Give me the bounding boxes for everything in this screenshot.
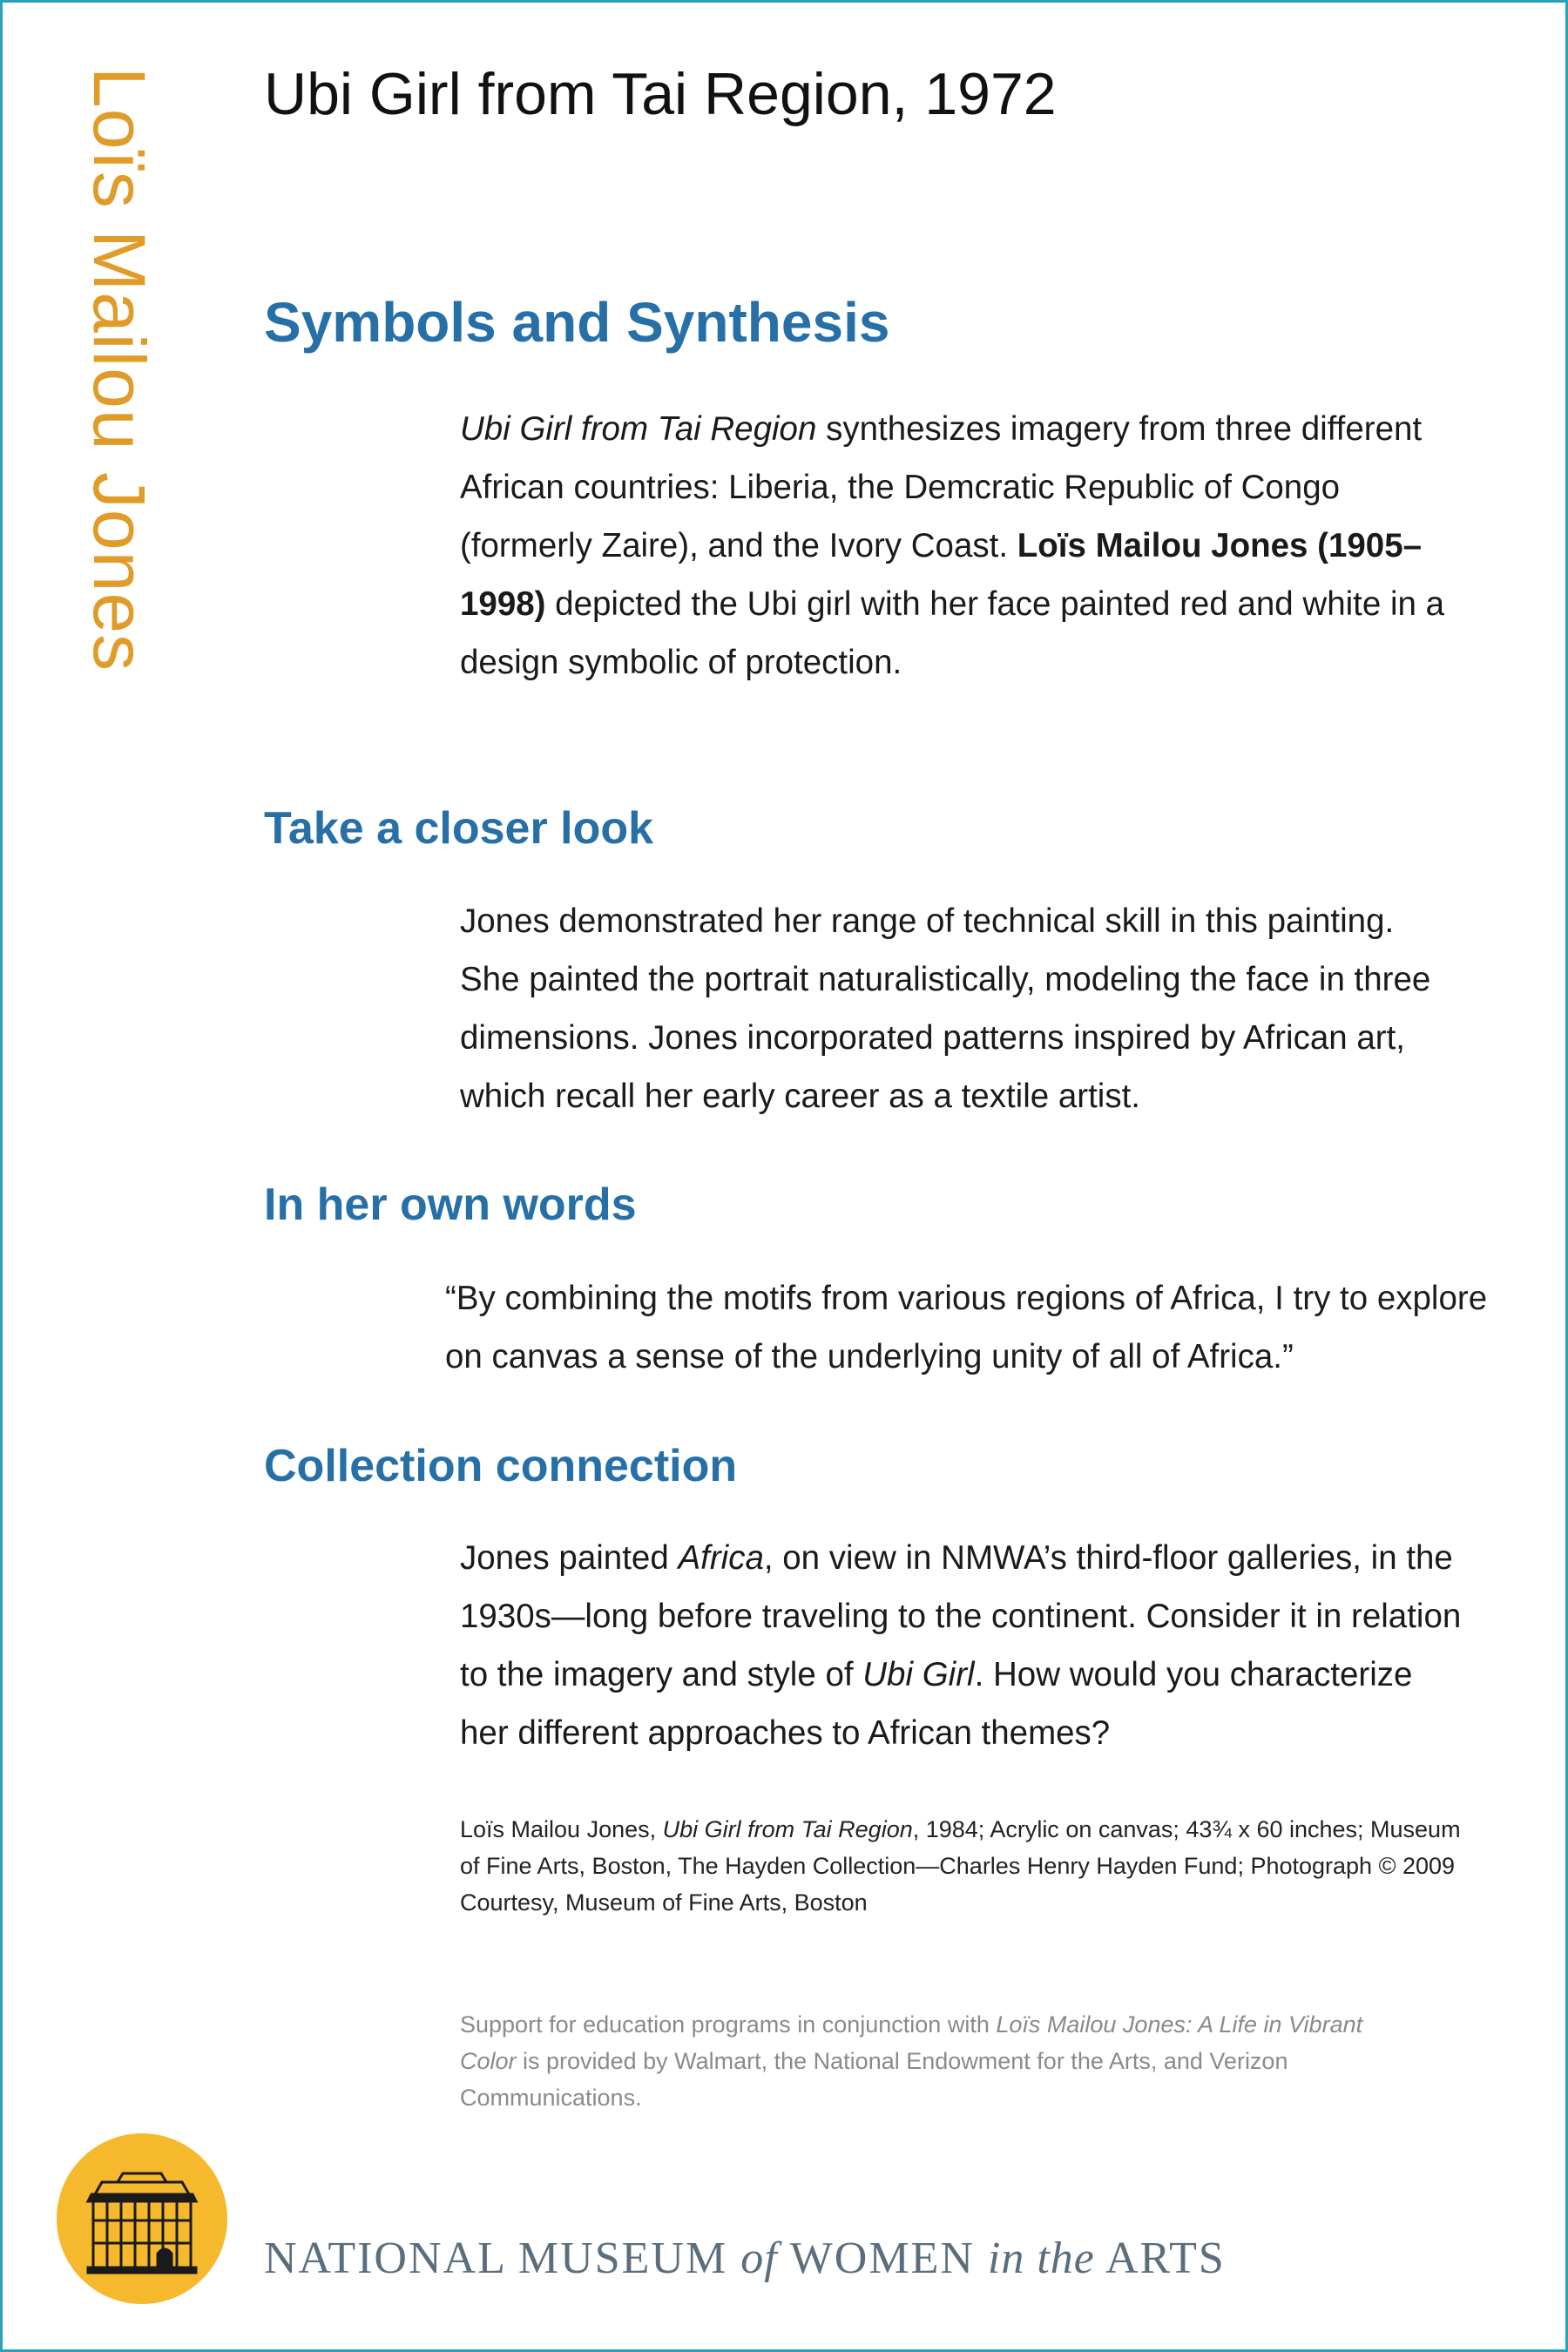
collection-artwork-africa: Africa (678, 1539, 764, 1577)
caption-artwork-title: Ubi Girl from Tai Region (662, 1816, 913, 1842)
symbols-text-2: depicted the Ubi girl with her face painted red and white in a design symbolic of protection. (460, 585, 1445, 681)
symbols-artist-dates: Loïs Mailou Jones (1905–1998) (460, 527, 1423, 623)
support-text-1: Support for education programs in conjunction with (460, 2011, 997, 2038)
section-heading-collection: Collection connection (264, 1441, 738, 1491)
artwork-title: Ubi Girl from Tai Region, 1972 (264, 61, 1057, 127)
support-exhibition-title: Loïs Mailou Jones: A Life in Vibrant Color (460, 2011, 1363, 2074)
museum-building-icon (57, 2133, 227, 2304)
museum-wordmark (264, 2233, 1226, 2284)
collection-text-1: Jones painted (460, 1539, 679, 1577)
caption-text-2: , 1984; Acrylic on canvas; 43¾ x 60 inches; Museum of Fine Arts, Boston, The Hayden Collection—Charles Henry Hayden Fund; Photograph © 2009 Courtesy, Museum of Fine Arts, Boston (460, 1816, 1461, 1916)
wordmark-national-museum: NATIONAL MUSEUM (264, 2234, 741, 2283)
image-credit-caption (460, 1811, 1462, 1921)
symbols-paragraph (460, 400, 1462, 692)
collection-artwork-ubi-girl: Ubi Girl (862, 1656, 975, 1693)
collection-paragraph (460, 1529, 1462, 1762)
wordmark-of: of (740, 2234, 778, 2283)
support-credits (460, 2006, 1418, 2116)
artist-quote: “By combining the motifs from various regions of Africa, I try to explore on canvas a sense of the underlying unity of all of Africa.” (445, 1280, 1488, 1375)
collection-text-3: . How would you characterize her different approaches to African themes? (460, 1656, 1413, 1752)
closer-look-paragraph: Jones demonstrated her range of technical skill in this painting. She painted the portrait naturalistically, modeling the face in three dimensions. Jones incorporated patterns inspired by African art, which recall her early career as a textile artist. (460, 902, 1431, 1115)
museum-logo (57, 2133, 227, 2304)
collection-text-2: , on view in NMWA’s third-floor galleries, in the 1930s—long before traveling to the continent. Consider it in relation to the imagery and style of (460, 1539, 1462, 1693)
symbols-artwork-title: Ubi Girl from Tai Region (460, 410, 817, 448)
artist-vertical-text: Loïs Mailou Jones (78, 67, 160, 672)
wordmark-in-the: in the (987, 2234, 1095, 2283)
symbols-text-1: synthesizes imagery from three different African countries: Liberia, the Demcratic Republic of Congo (formerly Zaire), and the Ivory Coast. (460, 410, 1423, 564)
wordmark-arts: ARTS (1094, 2234, 1226, 2283)
wordmark-women: WOMEN (777, 2234, 988, 2283)
section-heading-own-words: In her own words (264, 1179, 637, 1230)
support-text-2: is provided by Walmart, the National Endowment for the Arts, and Verizon Communications. (460, 2048, 1288, 2111)
caption-text-1: Loïs Mailou Jones, (460, 1816, 663, 1842)
section-heading-symbols: Symbols and Synthesis (264, 291, 890, 354)
artist-vertical-name (78, 67, 186, 868)
section-heading-closer-look: Take a closer look (264, 803, 654, 854)
